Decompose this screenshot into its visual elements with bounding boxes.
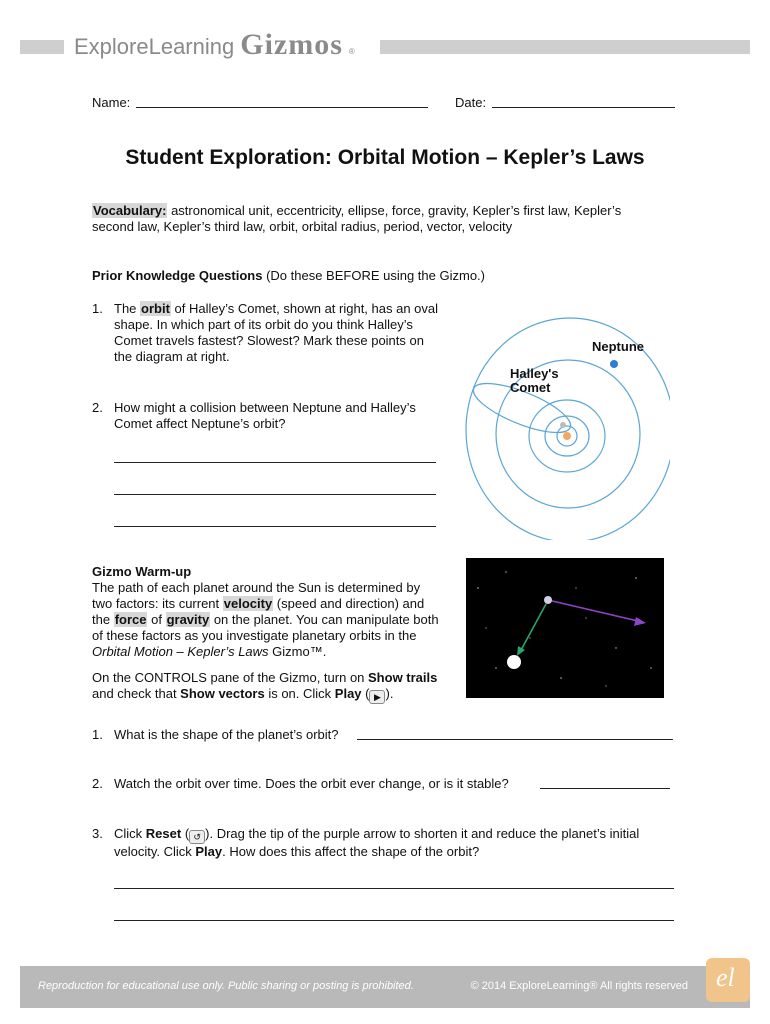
gizmo-orbit-screenshot — [466, 558, 664, 698]
question-3-text: Click Reset ( ↺ ). Drag the tip of the purple arrow to shorten it and reduce the planet’s initial velocity. Click Play. How does this affect the shape of the orbit? — [114, 826, 640, 859]
warmup-section: Gizmo Warm-up The path of each planet around the Sun is determined by two factors: its current velocity (speed and direction) and the force of gravity on the planet. You can manipulate both of these factors as you investigate planetary orbits in the Orbital Motion – Kepler’s Laws Gizmo™. On the CONTROLS pane of the Gizmo, turn on Show trails and check that Show vectors is on. Click Play ( ▶ ). — [92, 564, 462, 704]
header-bar-right — [380, 40, 750, 54]
question-1-answer-line[interactable] — [357, 739, 673, 740]
reset-icon: ↺ — [189, 830, 205, 844]
prior-q2-answer-line-2[interactable] — [114, 494, 436, 495]
date-label: Date: — [455, 95, 487, 110]
term-velocity: velocity — [223, 596, 273, 611]
explorelearning-gizmos-logo — [68, 28, 361, 64]
header-bar-left — [20, 40, 64, 54]
term-gravity: gravity — [166, 612, 210, 627]
question-2-text: Watch the orbit over time. Does the orbit ever change, or is it stable? — [114, 776, 509, 791]
question-1-number: 1. — [92, 727, 103, 742]
footer-copyright: © 2014 ExploreLearning® All rights reserved — [470, 980, 688, 992]
prior-q2-answer-line-3[interactable] — [114, 526, 436, 527]
question-3-number: 3. — [92, 826, 103, 841]
footer-bar — [20, 966, 750, 1008]
explorelearning-badge-icon: el — [706, 958, 750, 1002]
vocabulary-line2: second law, Kepler’s third law, orbit, orbital radius, period, vector, velocity — [92, 219, 513, 234]
sun-star — [507, 655, 521, 669]
question-2-number: 2. — [92, 776, 103, 791]
name-label: Name: — [92, 95, 131, 110]
vocabulary-section — [92, 203, 692, 235]
question-2-answer-line[interactable] — [540, 788, 670, 789]
halley-label-line2: Comet — [510, 380, 551, 395]
planet — [544, 596, 552, 604]
play-icon: ▶ — [369, 690, 385, 704]
question-1-text: What is the shape of the planet’s orbit? — [114, 727, 339, 742]
vocabulary-line1: astronomical unit, eccentricity, ellipse, force, gravity, Kepler’s first law, Kepler’s — [167, 203, 622, 218]
brand-gizmos: Gizmos — [240, 28, 343, 61]
neptune-planet — [610, 360, 618, 368]
sun — [563, 432, 571, 440]
name-field[interactable] — [136, 107, 428, 108]
neptune-label: Neptune — [592, 339, 644, 354]
question-3-answer-line-2[interactable] — [114, 920, 674, 921]
halley-orbit-diagram — [460, 300, 670, 540]
warmup-heading: Gizmo Warm-up — [92, 564, 192, 579]
footer-reproduction-notice: Reproduction for educational use only. Public sharing or posting is prohibited. — [38, 980, 414, 992]
prior-q1-text: The orbit of Halley’s Comet, shown at right, has an oval shape. In which part of its orbit do you think Halley’s Comet travels fastest? Slowest? Mark these points on the diagram at right. — [114, 301, 439, 364]
date-field[interactable] — [492, 107, 675, 108]
brand-explorelearning: ExploreLearning — [74, 34, 235, 59]
prior-q2-number: 2. — [92, 400, 103, 415]
question-3-answer-line-1[interactable] — [114, 888, 674, 889]
halley-comet-marker — [560, 422, 566, 428]
prior-q1-number: 1. — [92, 301, 103, 316]
space-background — [466, 558, 664, 698]
halley-label-line1: Halley's — [510, 366, 559, 381]
prior-q2-answer-line-1[interactable] — [114, 462, 436, 463]
term-orbit: orbit — [141, 301, 170, 316]
prior-knowledge-heading: Prior Knowledge Questions (Do these BEFORE using the Gizmo.) — [92, 268, 485, 283]
page-title: Student Exploration: Orbital Motion – Kepler’s Laws — [125, 146, 645, 169]
prior-q2-text: How might a collision between Neptune and Halley’s Comet affect Neptune’s orbit? — [114, 400, 416, 431]
term-force: force — [114, 612, 147, 627]
registered-mark: ® — [348, 47, 355, 56]
vocabulary-label: Vocabulary: — [93, 203, 167, 218]
